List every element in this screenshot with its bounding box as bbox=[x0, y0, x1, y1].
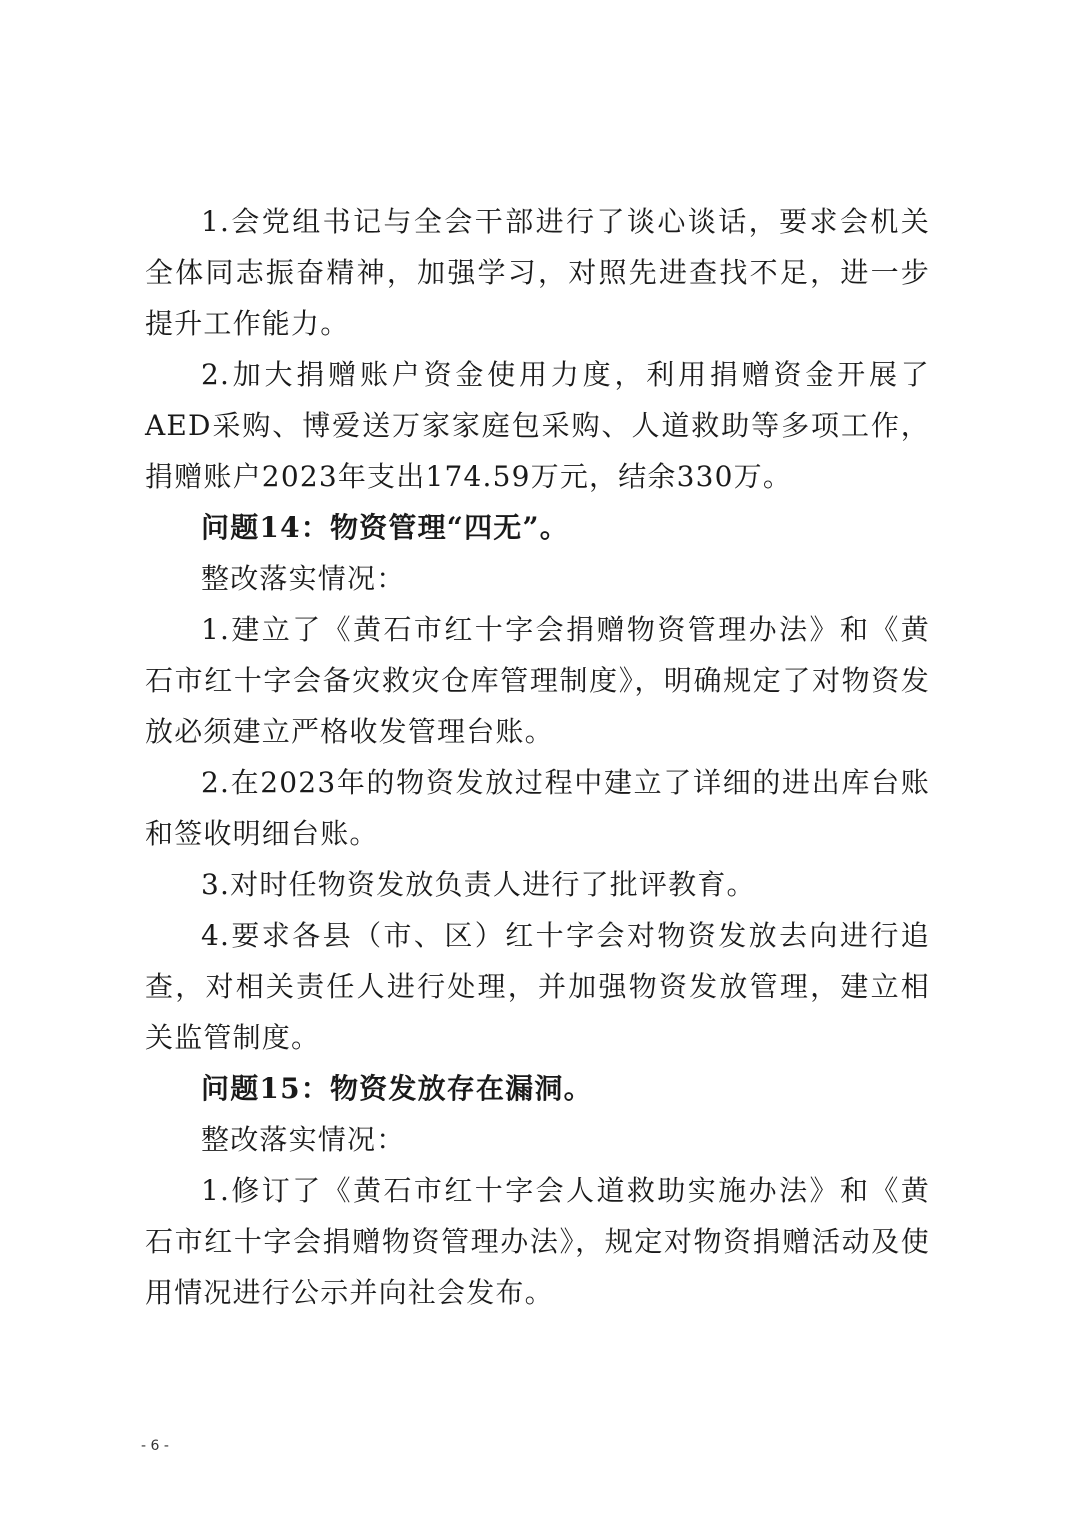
paragraph-2: 2.加大捐赠账户资金使用力度，利用捐赠资金开展了AED采购、博爱送万家家庭包采购、人道救助等多项工作，捐赠账户2023年支出174.59万元，结余330万。 bbox=[145, 358, 930, 493]
paragraph-14-4: 4.要求各县（市、区）红十字会对物资发放去向进行追查，对相关责任人进行处理，并加强物资发放管理，建立相关监管制度。 bbox=[145, 919, 930, 1054]
document-body bbox=[145, 196, 930, 1318]
page-number: - 6 - bbox=[141, 1438, 169, 1454]
rectification-label-15: 整改落实情况： bbox=[201, 1123, 406, 1156]
paragraph-14-1: 1.建立了《黄石市红十字会捐赠物资管理办法》和《黄石市红十字会备灾救灾仓库管理制度》，明确规定了对物资发放必须建立严格收发管理台账。 bbox=[145, 613, 930, 748]
paragraph-15-1: 1.修订了《黄石市红十字会人道救助实施办法》和《黄石市红十字会捐赠物资管理办法》，规定对物资捐赠活动及使用情况进行公示并向社会发布。 bbox=[145, 1174, 930, 1309]
paragraph-14-3: 3.对时任物资发放负责人进行了批评教育。 bbox=[201, 868, 756, 901]
issue-15-heading: 问题15：物资发放存在漏洞。 bbox=[201, 1072, 593, 1105]
paragraph-14-2: 2.在2023年的物资发放过程中建立了详细的进出库台账和签收明细台账。 bbox=[145, 766, 930, 850]
issue-14-heading: 问题14：物资管理“四无”。 bbox=[201, 511, 569, 544]
paragraph-1: 1.会党组书记与全会干部进行了谈心谈话，要求会机关全体同志振奋精神，加强学习，对照先进查找不足，进一步提升工作能力。 bbox=[145, 205, 930, 340]
rectification-label-14: 整改落实情况： bbox=[201, 562, 406, 595]
